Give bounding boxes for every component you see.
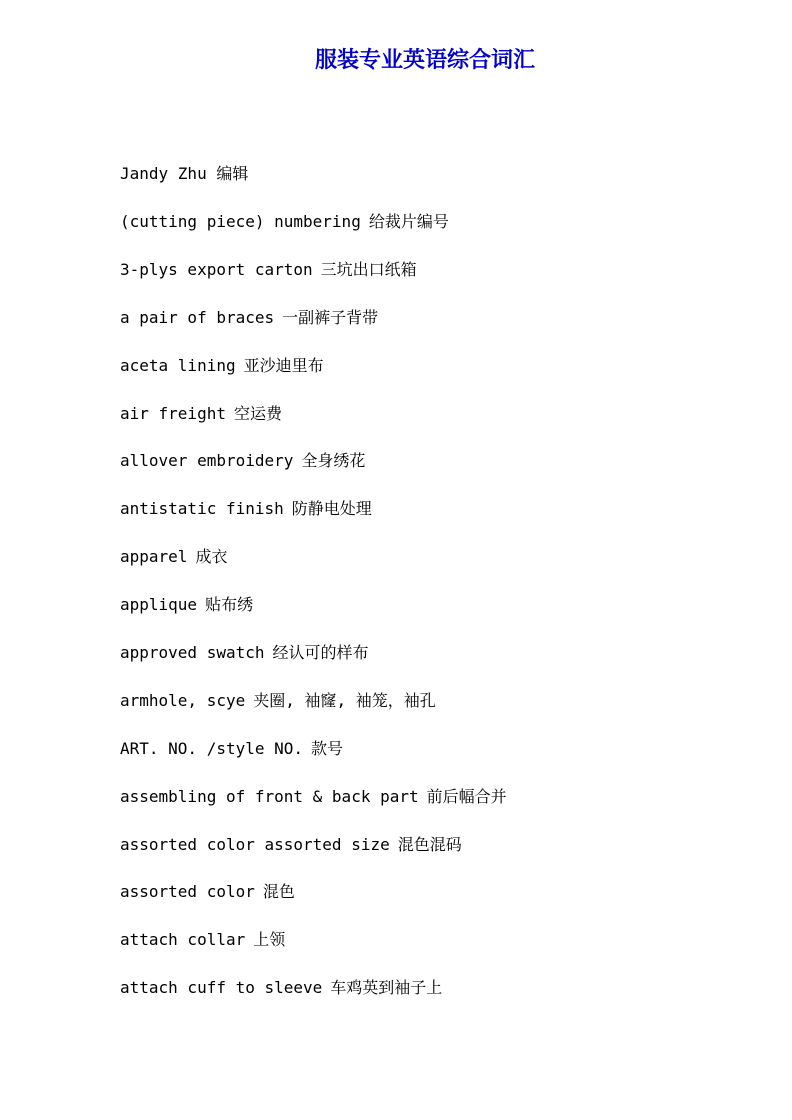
entry-chinese: 上领 <box>253 930 286 950</box>
author-line: Jandy Zhu 编辑 <box>120 164 249 183</box>
entry-english: air freight <box>120 403 226 423</box>
glossary-entry <box>120 497 507 545</box>
entry-english: assorted color <box>120 882 255 902</box>
entry-english: (cutting piece) numbering <box>120 212 361 231</box>
glossary-entry <box>120 689 507 737</box>
entry-chinese: 一副裤子背带 <box>282 307 379 327</box>
glossary-entry <box>120 402 507 450</box>
entry-english: armhole, scye <box>120 690 246 710</box>
glossary-entry <box>120 545 507 593</box>
glossary-entry <box>120 833 507 881</box>
glossary-entry <box>120 641 507 689</box>
entry-chinese: 给裁片编号 <box>368 212 449 231</box>
glossary-entry <box>120 928 507 976</box>
entry-chinese: 经认可的样布 <box>272 643 369 663</box>
entry-english: aceta lining <box>120 355 236 375</box>
entry-chinese: 成衣 <box>195 547 228 567</box>
entry-chinese: 款号 <box>311 738 344 758</box>
entry-chinese: 夹圈, 袖窿, 袖笼，袖孔 <box>253 690 436 710</box>
entry-chinese: 三坑出口纸箱 <box>320 259 417 279</box>
glossary-entry <box>120 354 507 402</box>
entry-chinese: 混色 <box>262 882 295 902</box>
entry-chinese: 全身绣花 <box>301 451 366 471</box>
entry-chinese: 空运费 <box>233 403 282 423</box>
glossary-entry <box>120 210 507 258</box>
entry-english: apparel <box>120 547 188 567</box>
entry-chinese: 前后幅合并 <box>426 786 507 806</box>
entry-english: allover embroidery <box>120 451 294 471</box>
entry-english: 3-plys export carton <box>120 259 313 279</box>
glossary-entry <box>120 258 507 306</box>
glossary-entry <box>120 306 507 354</box>
entry-chinese: 车鸡英到袖子上 <box>330 978 443 998</box>
glossary-entry <box>120 593 507 641</box>
entry-english: antistatic finish <box>120 499 284 519</box>
entry-chinese: 混色混码 <box>397 834 462 854</box>
entry-english: a pair of braces <box>120 307 275 327</box>
entry-chinese: 亚沙迪里布 <box>243 355 324 375</box>
entry-chinese: 贴布绣 <box>205 595 254 615</box>
entry-english: assorted color assorted size <box>120 834 390 854</box>
entry-english: approved swatch <box>120 643 265 663</box>
glossary-entry <box>120 880 507 928</box>
entry-english: attach cuff to sleeve <box>120 978 323 998</box>
entry-english: applique <box>120 595 198 615</box>
entry-english: attach collar <box>120 930 246 950</box>
glossary-entry <box>120 449 507 497</box>
glossary-entry <box>120 737 507 785</box>
glossary-entry <box>120 976 507 1024</box>
glossary-entry <box>120 785 507 833</box>
entry-english: ART. NO. /style NO. <box>120 738 304 758</box>
document-title: 服装专业英语综合词汇 <box>314 47 535 73</box>
glossary-list <box>120 210 507 1024</box>
entry-chinese: 防静电处理 <box>291 499 372 519</box>
entry-english: assembling of front & back part <box>120 786 419 806</box>
